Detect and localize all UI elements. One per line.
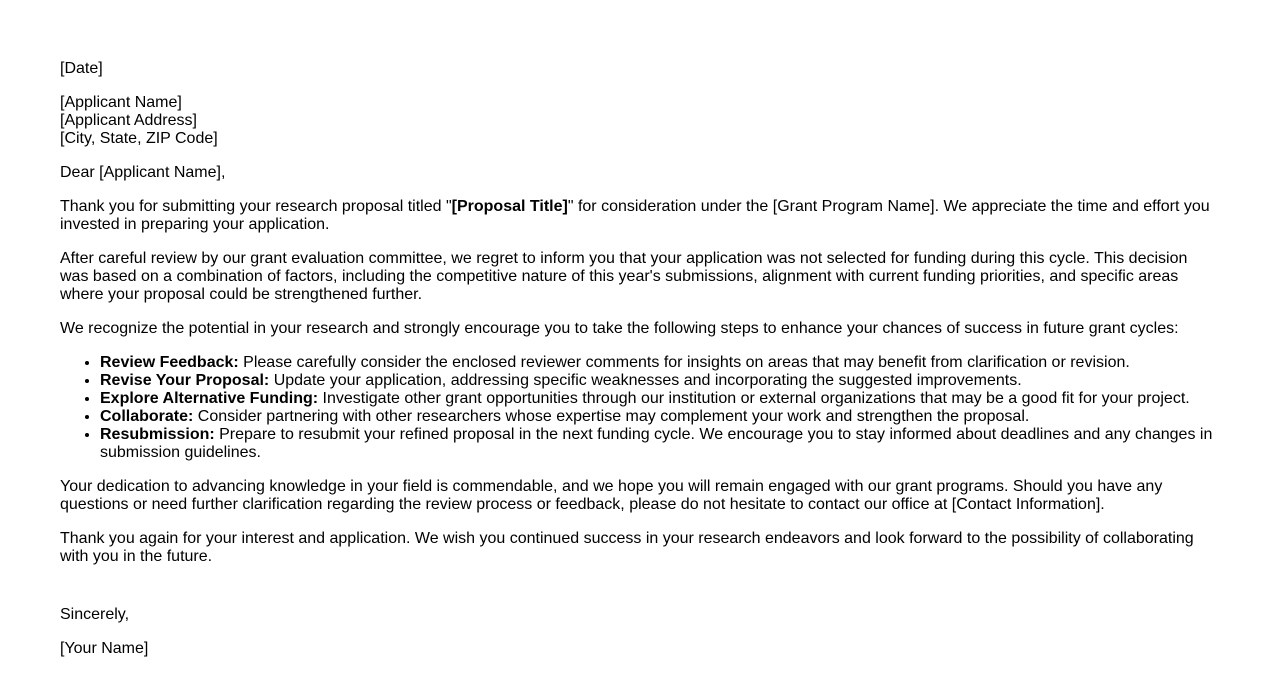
steps-list [60, 354, 1218, 462]
step-text: Please carefully consider the enclosed reviewer comments for insights on areas that may benefit from clarification or revision. [238, 354, 1130, 371]
intro-text-before: Thank you for submitting your research proposal titled " [60, 198, 452, 215]
letter-body [60, 60, 1218, 674]
recipient-name: [Applicant Name] [60, 94, 182, 111]
recipient-city-state-zip: [City, State, ZIP Code] [60, 130, 218, 147]
step-label: Review Feedback: [100, 354, 239, 371]
step-label: Explore Alternative Funding: [100, 390, 319, 407]
decision-paragraph: After careful review by our grant evaluation committee, we regret to inform you that your application was not selected for funding during this cycle. This decision was based on a combination of factors, including the competitive nature of this year's submissions, alignment with current funding priorities, and specific areas where your proposal could be strengthened further. [60, 250, 1188, 303]
signer-name: [Your Name] [60, 640, 149, 657]
step-text: Update your application, addressing specific weaknesses and incorporating the suggested improvements. [269, 372, 1022, 389]
intro-text-after: " for consideration under the [Grant Program Name]. We appreciate the time and effort you invested in preparing your application. [60, 198, 1210, 233]
step-text: Prepare to resubmit your refined proposal in the next funding cycle. We encourage you to stay informed about deadlines and any changes in submission guidelines. [100, 426, 1213, 461]
step-label: Collaborate: [100, 408, 194, 425]
recipient-address-block [60, 94, 1218, 148]
step-text: Consider partnering with other researchers whose expertise may complement your work and strengthen the proposal. [193, 408, 1030, 425]
encouragement-paragraph: We recognize the potential in your research and strongly encourage you to take the following steps to enhance your chances of success in future grant cycles: [60, 320, 1179, 337]
intro-paragraph [60, 198, 1218, 234]
dedication-paragraph: Your dedication to advancing knowledge in your field is commendable, and we hope you will remain engaged with our grant programs. Should you have any questions or need further clarification regarding the review process or feedback, please do not hesitate to contact our office at [Contact Information]. [60, 478, 1163, 513]
step-item-collaborate [100, 408, 1218, 426]
thanks-paragraph: Thank you again for your interest and application. We wish you continued success in your research endeavors and look forward to the possibility of collaborating with you in the future. [60, 530, 1194, 565]
step-item-resubmission [100, 426, 1218, 462]
step-item-alternative-funding [100, 390, 1218, 408]
letter-date: [Date] [60, 60, 103, 77]
closing: Sincerely, [60, 606, 130, 623]
step-text: Investigate other grant opportunities through our institution or external organizations that may be a good fit for your project. [318, 390, 1190, 407]
salutation: Dear [Applicant Name], [60, 164, 226, 181]
step-item-revise-proposal [100, 372, 1218, 390]
step-item-review-feedback [100, 354, 1218, 372]
step-label: Resubmission: [100, 426, 215, 443]
step-label: Revise Your Proposal: [100, 372, 270, 389]
proposal-title: [Proposal Title] [451, 198, 568, 215]
recipient-address: [Applicant Address] [60, 112, 197, 129]
